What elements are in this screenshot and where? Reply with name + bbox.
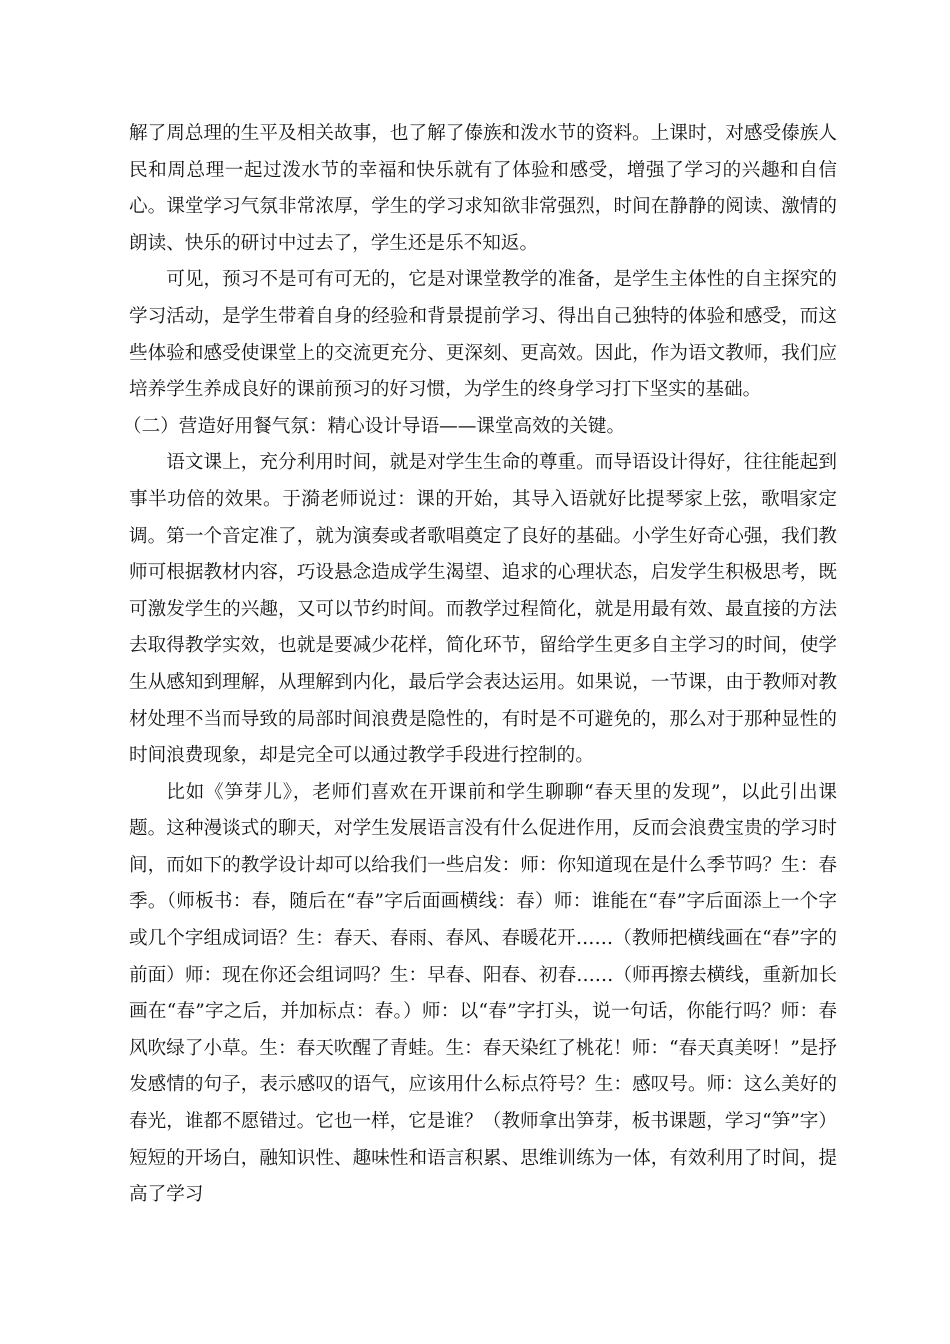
paragraph-lead-in-design: 语文课上，充分利用时间，就是对学生生命的尊重。而导语设计得好，往往能起到事半功倍的效果。于漪老师说过：课的开始，其导入语就好比提琴家上弦，歌唱家定调。第一个音定准了，就为演奏或者歌唱奠定了良好的基础。小学生好奇心强，我们教师可根据教材内容，巧设悬念造成学生渴望、追求的心理状态，启发学生积极思考，既可激发学生的兴趣，又可以节约时间。而教学过程简化，就是用最有效、最直接的方法去取得教学实效，也就是要减少花样，简化环节，留给学生更多自主学习的时间，使学生从感知到理解，从理解到内化，最后学会表达运用。如果说，一节课，由于教师对教材处理不当而导致的局部时间浪费是隐性的，有时是不可避免的，那么对于那种显性的时间浪费现象，却是完全可以通过教学手段进行控制的。 bbox=[129, 452, 837, 767]
paragraph-preview-continuation: 解了周总理的生平及相关故事，也了解了傣族和泼水节的资料。上课时，对感受傣族人民和周总理一起过泼水节的幸福和快乐就有了体验和感受，增强了学习的兴趣和自信心。课堂学习气氛非常浓厚，学生的学习求知欲非常强烈，时间在静静的阅读、激情的朗读、快乐的研讨中过去了，学生还是乐不知返。 bbox=[129, 123, 837, 254]
paragraph-example-sunyaer: 比如《笋芽儿》，老师们喜欢在开课前和学生聊聊“春天里的发现”，以此引出课题。这种漫谈式的聊天，对学生发展语言没有什么促进作用，反而会浪费宝贵的学习时间，而如下的教学设计却可以给我们一些启发：师：你知道现在是什么季节吗？生：春季。（师板书：春，随后在“春”字后面画横线：春）师：谁能在“春”字后面添上一个字或几个字组成词语？生：春天、春雨、春风、春暖花开……（教师把横线画在“春”字的前面）师：现在你还会组词吗？生：早春、阳春、初春……（师再擦去横线，重新加长画在“春”字之后，并加标点：春。）师：以“春”字打头，说一句话，你能行吗？师：春风吹绿了小草。生：春天吹醒了青蛙。生：春天染红了桃花！师：“春天真美呀！”是抒发感情的句子，表示感叹的语气，应该用什么标点符号？生：感叹号。师：这么美好的春光，谁都不愿错过。它也一样，它是谁？（教师拿出笋芽，板书课题，学习“笋”字）短短的开场白，融知识性、趣味性和语言积累、思维训练为一体，有效利用了时间，提高了学习 bbox=[129, 781, 837, 1206]
document-body bbox=[123, 116, 837, 1214]
section-heading: （二）营造好用餐气氛：精心设计导语——课堂高效的关键。 bbox=[123, 415, 626, 437]
paragraph-preview-importance: 可见，预习不是可有可无的，它是对课堂教学的准备，是学生主体性的自主探究的学习活动，是学生带着自身的经验和背景提前学习、得出自己独特的体验和感受，而这些体验和感受使课堂上的交流更充分、更深刻、更高效。因此，作为语文教师，我们应培养学生养成良好的课前预习的好习惯，为学生的终身学习打下坚实的基础。 bbox=[129, 269, 837, 401]
